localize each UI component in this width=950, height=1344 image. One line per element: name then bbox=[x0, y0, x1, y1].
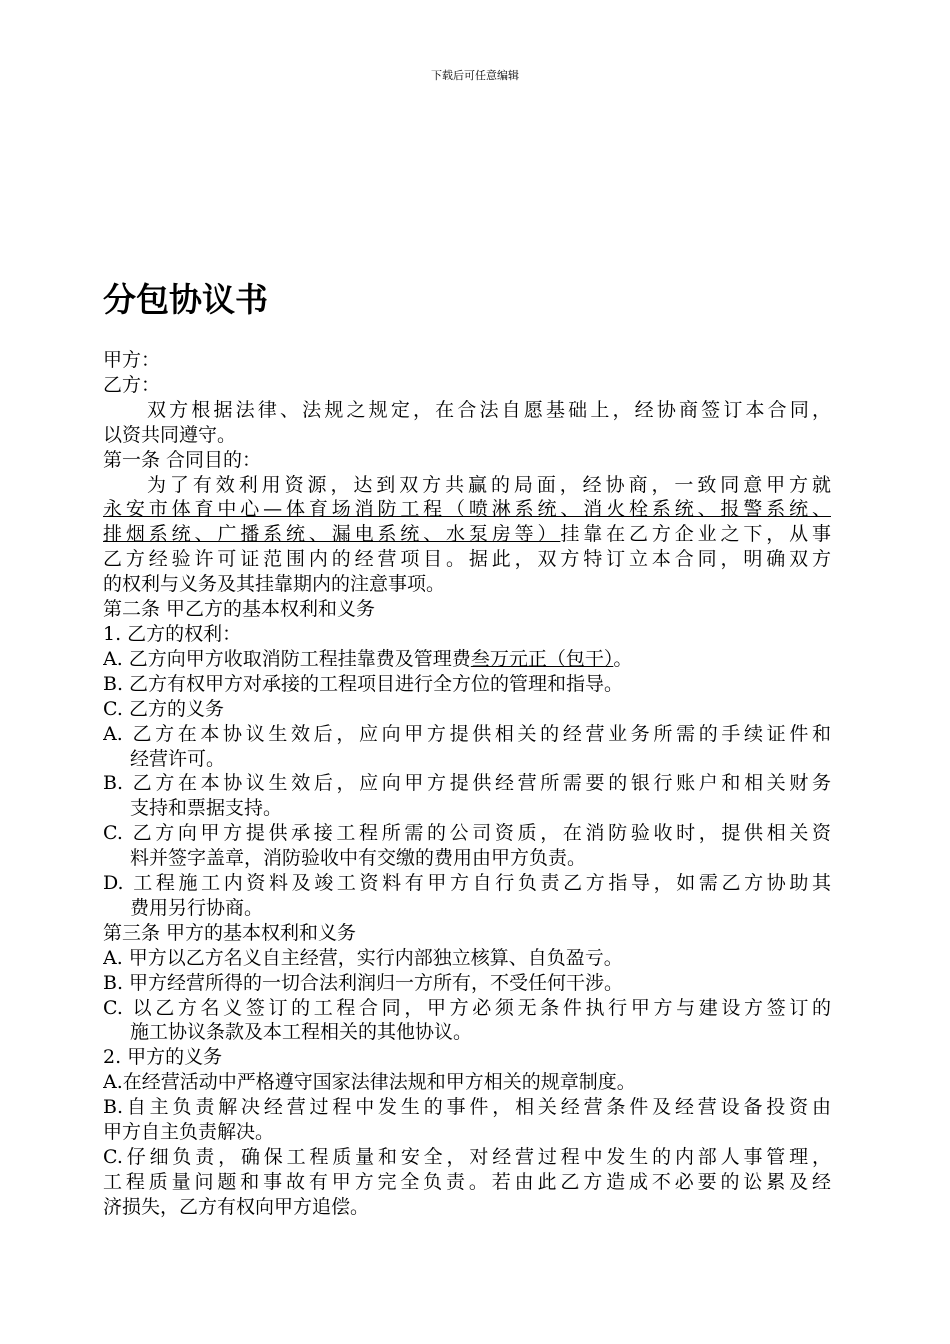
intro-line: 双方根据法律、法规之规定，在合法自愿基础上，经协商签订本合同， bbox=[147, 398, 831, 421]
list-item-continuation: 经营许可。 bbox=[130, 747, 226, 770]
list-item-continuation: 费用另行协商。 bbox=[130, 896, 264, 919]
list-item-continuation: 料并签字盖章，消防验收中有交缴的费用由甲方负责。 bbox=[130, 847, 587, 870]
list-item-continuation: 济损失，乙方有权向甲方追偿。 bbox=[103, 1195, 370, 1218]
list-item-continuation: 工程质量问题和事故有甲方完全负责。若由此乙方造成不必要的讼累及经 bbox=[103, 1170, 831, 1193]
rights-a-suffix: 。 bbox=[613, 647, 633, 670]
list-item: A.在经营活动中严格遵守国家法律法规和甲方相关的规章制度。 bbox=[103, 1071, 636, 1094]
fee-amount: 叁万元正（包干） bbox=[470, 647, 614, 670]
list-item bbox=[103, 647, 831, 672]
article1-line: 乙方经验许可证范围内的经营项目。据此，双方特订立本合同，明确双方 bbox=[103, 548, 831, 571]
document-title: 分包协议书 bbox=[103, 280, 268, 319]
party-a-duties-heading: 2. 甲方的义务 bbox=[103, 1046, 223, 1069]
document-body bbox=[103, 348, 831, 1220]
list-item: B. 甲方经营所得的一切合法利润归一方所有，不受任何干涉。 bbox=[103, 971, 624, 994]
list-item: A. 乙方在本协议生效后，应向甲方提供相关的经营业务所需的手续证件和 bbox=[103, 722, 831, 745]
party-a-label: 甲方： bbox=[103, 349, 161, 371]
page-header: 下载后可任意编辑 bbox=[431, 69, 519, 82]
list-item: A. 甲方以乙方名义自主经营，实行内部独立核算、自负盈亏。 bbox=[103, 946, 623, 969]
list-item: B.自主负责解决经营过程中发生的事件，相关经营条件及经营设备投资由 bbox=[103, 1096, 831, 1119]
article1-heading: 第一条 合同目的： bbox=[103, 448, 262, 471]
article1-line-tail: 挂靠在乙方企业之下，从事 bbox=[560, 523, 831, 546]
list-item: D. 工程施工内资料及竣工资料有甲方自行负责乙方指导，如需乙方协助其 bbox=[103, 872, 831, 895]
article2-heading: 第二条 甲乙方的基本权利和义务 bbox=[103, 598, 376, 621]
article3-heading: 第三条 甲方的基本权利和义务 bbox=[103, 921, 357, 944]
article1-line: 的权利与义务及其挂靠期内的注意事项。 bbox=[103, 573, 446, 596]
list-item: C. 乙方向甲方提供承接工程所需的公司资质，在消防验收时，提供相关资 bbox=[103, 822, 831, 845]
article1-line bbox=[103, 522, 831, 547]
party-b-label: 乙方： bbox=[103, 373, 161, 396]
list-item: B. 乙方有权甲方对承接的工程项目进行全方位的管理和指导。 bbox=[103, 672, 624, 695]
list-item-continuation: 支持和票据支持。 bbox=[130, 797, 283, 820]
rights-a-text: A. 乙方向甲方收取消防工程挂靠费及管理费 bbox=[103, 647, 471, 670]
list-item: C.仔细负责，确保工程质量和安全，对经营过程中发生的内部人事管理， bbox=[103, 1146, 831, 1168]
party-b-duties-heading: C. 乙方的义务 bbox=[103, 697, 224, 720]
intro-line: 以资共同遵守。 bbox=[103, 423, 237, 446]
list-item: B. 乙方在本协议生效后，应向甲方提供经营所需要的银行账户和相关财务 bbox=[103, 772, 831, 795]
project-name-tail: 排烟系统、广播系统、漏电系统、水泵房等） bbox=[103, 523, 561, 546]
project-name-line: 永安市体育中心—体育场消防工程（喷淋系统、消火栓系统、报警系统、 bbox=[103, 498, 831, 521]
list-item: C. 以乙方名义签订的工程合同，甲方必须无条件执行甲方与建设方签订的 bbox=[103, 996, 831, 1019]
party-b-rights-heading: 1. 乙方的权利： bbox=[103, 622, 242, 645]
list-item-continuation: 甲方自主负责解决。 bbox=[103, 1121, 275, 1144]
list-item-continuation: 施工协议条款及本工程相关的其他协议。 bbox=[130, 1021, 473, 1044]
article1-line: 为了有效利用资源，达到双方共赢的局面，经协商，一致同意甲方就 bbox=[147, 473, 831, 496]
